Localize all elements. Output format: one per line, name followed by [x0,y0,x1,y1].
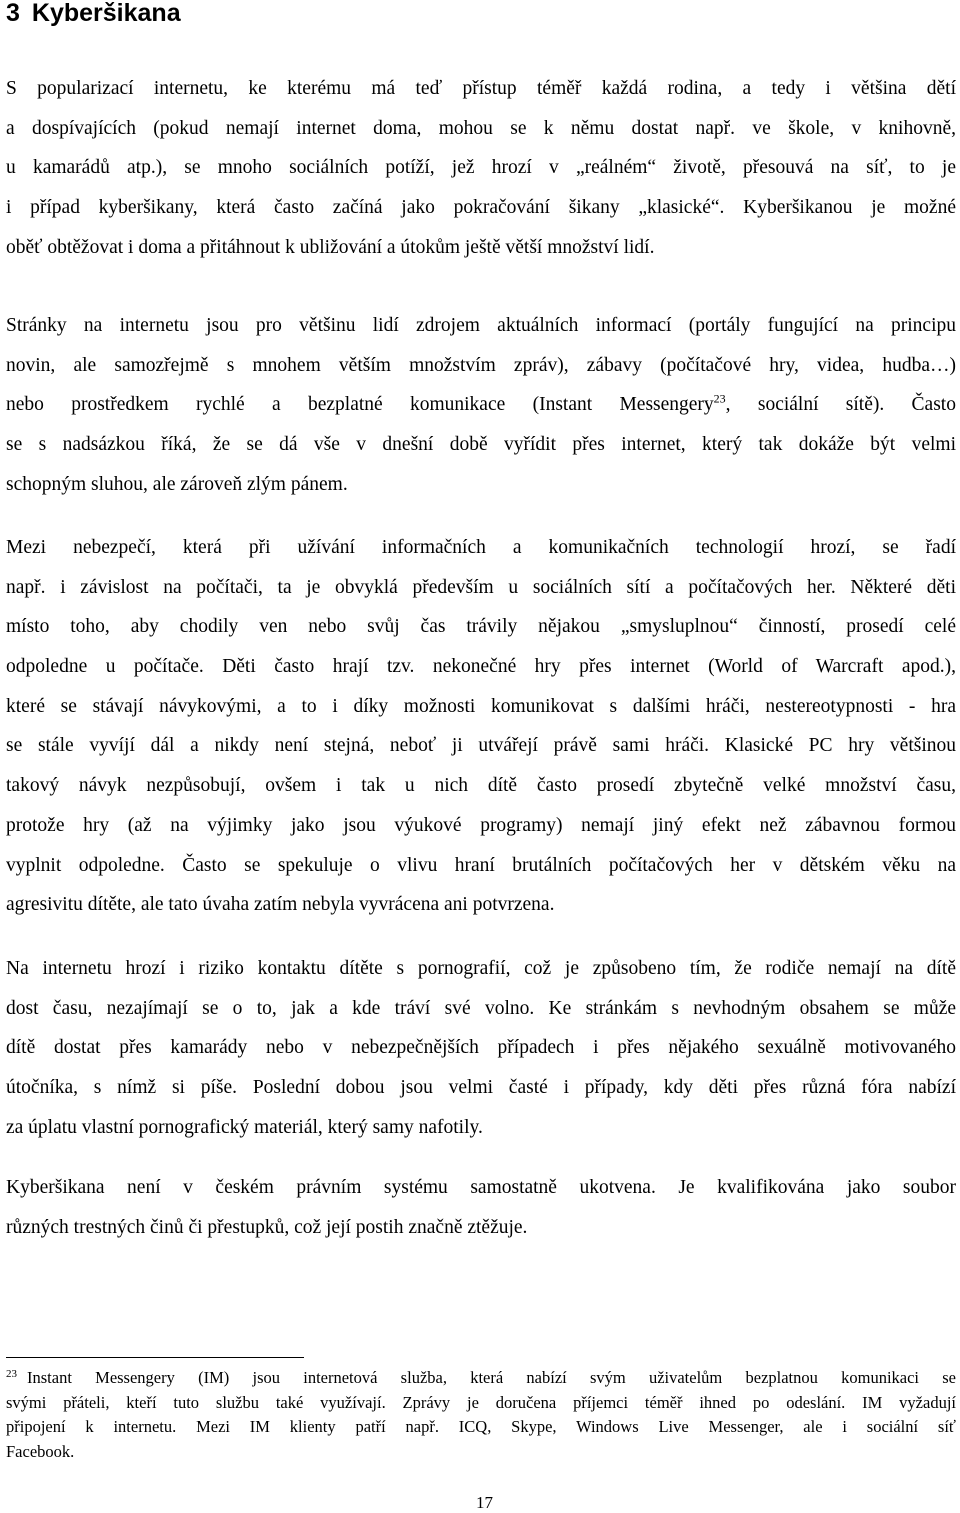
footnote-line: svými přáteli, kteří tuto službu také využívají. Zprávy je doručena příjemci téměř ihned po odeslání. IM vyžadují [6,1392,956,1412]
text-line: protože hry (až na výjimky jako jsou výukové programy) nemají jiný efekt než zábavnou formou [6,814,956,836]
text-line: Na internetu hrozí i riziko kontaktu dítěte s pornografií, což je způsobeno tím, že rodiče nemají na dítě [6,958,956,979]
chapter-heading [6,0,181,28]
text-line: např. i závislost na počítači, ta je obvyklá především u sociálních sítí a počítačových her. Některé děti [6,576,956,598]
text-line: Kyberšikana není v českém právním systému samostatně ukotvena. Je kvalifikována jako soubor [6,1177,956,1198]
chapter-number: 3 [6,0,20,27]
text-line: které se stávají návykovými, a to i díky možnosti komunikovat s dalšími hráči, nestereotypnosti - hra [6,695,956,717]
footnote-line: připojení k internetu. Mezi IM klienty patří např. ICQ, Skype, Windows Live Messenger, ale i sociální síť [6,1417,956,1436]
footnote-reference[interactable]: 23 [713,391,726,406]
footnote-line: Facebook. [6,1441,75,1461]
chapter-title: Kyberšikana [31,0,181,27]
paragraph-1 [6,69,956,267]
footnote-separator [6,1357,304,1358]
paragraph-4 [6,949,956,1147]
footnote [6,1366,956,1464]
text-line: u kamarádů atp.), se mnoho sociálních potíží, jež hrozí v „reálném“ životě, přesouvá na síť, to je [6,157,956,179]
text-line-with-footnote [6,385,956,425]
text-line: dítě dostat přes kamarády nebo v nebezpečnějších případech i přes nějakého sexuálně motivovaného [6,1037,956,1059]
text-line: místo toho, aby chodily ven nebo svůj čas trávily nějakou „smysluplnou“ činností, prosedí celé [6,616,956,638]
text-line: za úplatu vlastní pornografický materiál, který samy nafotily. [6,1116,483,1138]
text-line: Stránky na internetu jsou pro většinu lidí zdrojem aktuálních informací (portály fungující na principu [6,315,956,336]
text-line: různých trestných činů či přestupků, což její postih značně ztěžuje. [6,1216,528,1238]
text-line: oběť obtěžovat i doma a přitáhnout k ubližování a útokům ještě větší množství lidí. [6,236,655,258]
text-segment: , sociální sítě). Často [725,394,956,416]
text-line: S popularizací internetu, ke kterému má teď přístup téměř každá rodina, a tedy i většina dětí [6,78,956,99]
paragraph-2 [6,306,956,504]
text-line: takový návyk nezpůsobují, ovšem i tak u nich dítě často prosedí zbytečně velké množství času, [6,775,956,797]
text-line: a dospívajících (pokud nemají internet doma, mohou se k němu dostat např. ve škole, v knihovně, [6,117,956,139]
text-line: agresivitu dítěte, ale tato úvaha zatím nebyla vyvrácena ani potvrzena. [6,894,555,916]
text-line: schopným sluhou, ale zároveň zlým pánem. [6,473,348,495]
text-line: se s nadsázkou říká, že se dá vše v dnešní době vyřídit přes internet, který tak dokáže být velmi [6,434,956,456]
text-line: dost času, nezajímají se o to, jak a kde tráví své volno. Ke stránkám s nevhodným obsahem se může [6,997,956,1019]
text-line: novin, ale samozřejmě s mnohem větším množstvím zpráv), zábavy (počítačové hry, videa, hudba…) [6,354,956,376]
text-line: vyplnit odpoledne. Často se spekuluje o vlivu hraní brutálních počítačových her v dětském věku na [6,854,956,876]
text-line: Mezi nebezpečí, která při užívání informačních a komunikačních technologií hrozí, se řadí [6,537,956,558]
text-line: i případ kyberšikany, která často začíná jako pokračování šikany „klasické“. Kyberšikanou je možné [6,197,956,219]
footnote-text: Instant Messengery (IM) jsou internetová služba, která nabízí svým uživatelům bezplatnou komunikaci se [27,1368,956,1387]
text-segment: nebo prostředkem rychlé a bezplatné komunikace (Instant Messengery [6,394,714,416]
text-line: odpoledne u počítače. Děti často hrají tzv. nekonečné hry přes internet (World of Warcraft apod.), [6,656,956,678]
text-line: útočníka, s nímž si píše. Poslední dobou jsou velmi časté i případy, kdy děti přes různá fóra nabízí [6,1077,956,1099]
footnote-number: 23 [6,1367,17,1380]
text-line: se stále vyvíjí dál a nikdy není stejná, neboť ji utvářejí právě sami hráči. Klasické PC hry většinou [6,735,956,757]
footnote-line [6,1366,956,1391]
paragraph-3 [6,528,956,925]
paragraph-5 [6,1168,956,1247]
page-number: 17 [476,1493,493,1512]
